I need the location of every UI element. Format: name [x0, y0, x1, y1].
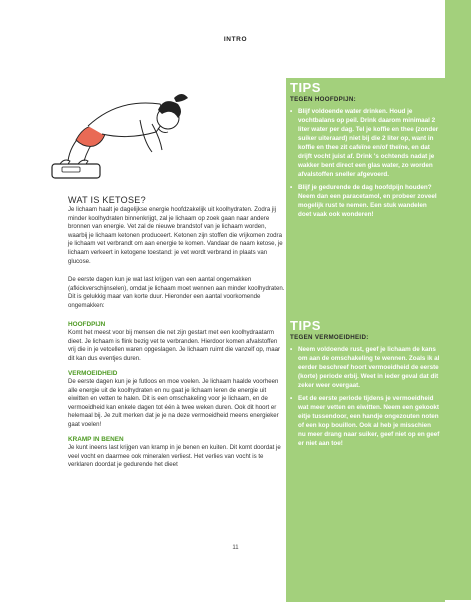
heading-hoofdpijn: HOOFDPIJN [68, 320, 106, 328]
tips-box-hoofdpijn [290, 81, 440, 223]
tips-subtitle: TEGEN VERMOEIDHEID: [290, 334, 369, 341]
tip-item [290, 107, 440, 179]
page-edge-tab [445, 0, 471, 600]
tip-item [290, 183, 440, 219]
heading-kramp-in-benen: KRAMP IN BENEN [68, 435, 124, 443]
tip-text: Blijf je gedurende de dag hoofdpijn houden? Neem dan een paracetamol, en probeer zoveel mogelijk rust te nemen. Een stuk wandelen doet vaak ook wonderen! [298, 184, 437, 218]
tips-box-vermoeidheid [290, 319, 440, 452]
text-kramp-in-benen: Je kunt ineens last krijgen van kramp in je benen en kuiten. Dit komt doordat je veel vocht en daarmee ook mineralen verliest. Het verlies van vocht is te verklaren doordat je gedurende het dieet [68, 444, 281, 469]
woman-on-scale-illustration [48, 68, 198, 188]
section-header: INTRO [223, 36, 248, 43]
tip-item [290, 394, 440, 448]
article-title: WAT IS KETOSE? [68, 195, 146, 205]
bullet-icon: • [290, 395, 293, 402]
tips-subtitle: TEGEN HOOFDPIJN: [290, 96, 356, 103]
bullet-icon: • [290, 108, 293, 115]
article-body [68, 195, 286, 470]
tip-text: Blijf voldoende water drinken. Houd je vochtbalans op peil. Drink daarom minimaal 2 liter water per dag. Tel je koffie en thee (zonder suiker uiteraard) niet bij die 2 liter op, want in koffie en thee zit cafeïne en/of theïne, en dat drijft vocht juist af. Drink 's ochtends nadat je wakker bent direct een glas water, zo worden afvalstoffen sneller afgevoerd. [298, 108, 439, 178]
tips-title: TIPS [290, 80, 321, 95]
discomforts-paragraph: De eerste dagen kun je wat last krijgen van een aantal ongemakken (afkickverschijnselen), omdat je lichaam moet wennen aan minder koolhydraten. Dit is gelukkig maar van korte duur. Hieronder een aantal voorkomende ongemakken: [68, 276, 285, 309]
tip-item [290, 345, 440, 390]
bullet-icon: • [290, 346, 293, 353]
bullet-icon: • [290, 184, 293, 191]
text-hoofdpijn: Komt het meest voor bij mensen die net zijn gestart met een koolhydraatarm dieet. Je lichaam is flink bezig vet te verbranden. Hierdoor komen afvalstoffen vrij die in je vetcellen waren opgeslagen. Je lichaam ruimt die vanzelf op, maar dit kan dus eventjes duren. [68, 329, 281, 362]
intro-paragraph: Je lichaam haalt je dagelijkse energie hoofdzakelijk uit koolhydraten. Zodra jij minder koolhydraten binnenkrijgt, zal je lichaam op zoek gaan naar andere bronnen van energie. Vet zal de nieuwe brandstof van je lichaam worden, waarbij je lichaam ketonen produceert. Ketonen zijn stoffen die vrijkomen zodra je lichaam vet verbrandt om aan energie te komen. Vandaar de naam ketose, je lichaam verkeert in ketogene toestand: je vet wordt verbrand in plaats van glucose. [68, 206, 283, 265]
page-number: 11 [232, 545, 239, 551]
tip-text: Eet de eerste periode tijdens je vermoeidheid wat meer vetten en eiwitten. Neem een gekookt eitje tussendoor, een handje ongezouten noten of een kop bouillon. Ook al heb je misschien nu meer drang naar suiker, geef niet op en geef er niet aan toe! [298, 395, 440, 447]
heading-vermoeidheid: VERMOEIDHEID [68, 369, 118, 377]
text-vermoeidheid: De eerste dagen kun je je futloos en moe voelen. Je lichaam haalde voorheen alle energie uit de koolhydraten en nu gaat je lichaam leren de energie uit eiwitten en vetten te halen. Dit is een omschakeling voor je lichaam, en de vermoeidheid kan enkele dagen tot één à twee weken duren. Ook dit hoort er helemaal bij. Je zult merken dat je je na deze vermoeidheid meens energieker gaat voelen! [68, 378, 279, 429]
tips-title: TIPS [290, 318, 321, 333]
tip-text: Neem voldoende rust, geef je lichaam de kans om aan de omschakeling te wennen. Zoals ik al eerder beschreef hoort vermoeidheid de eerste (korte) periode erbij. Weet in ieder geval dat dit zeker weer overgaat. [298, 346, 440, 389]
